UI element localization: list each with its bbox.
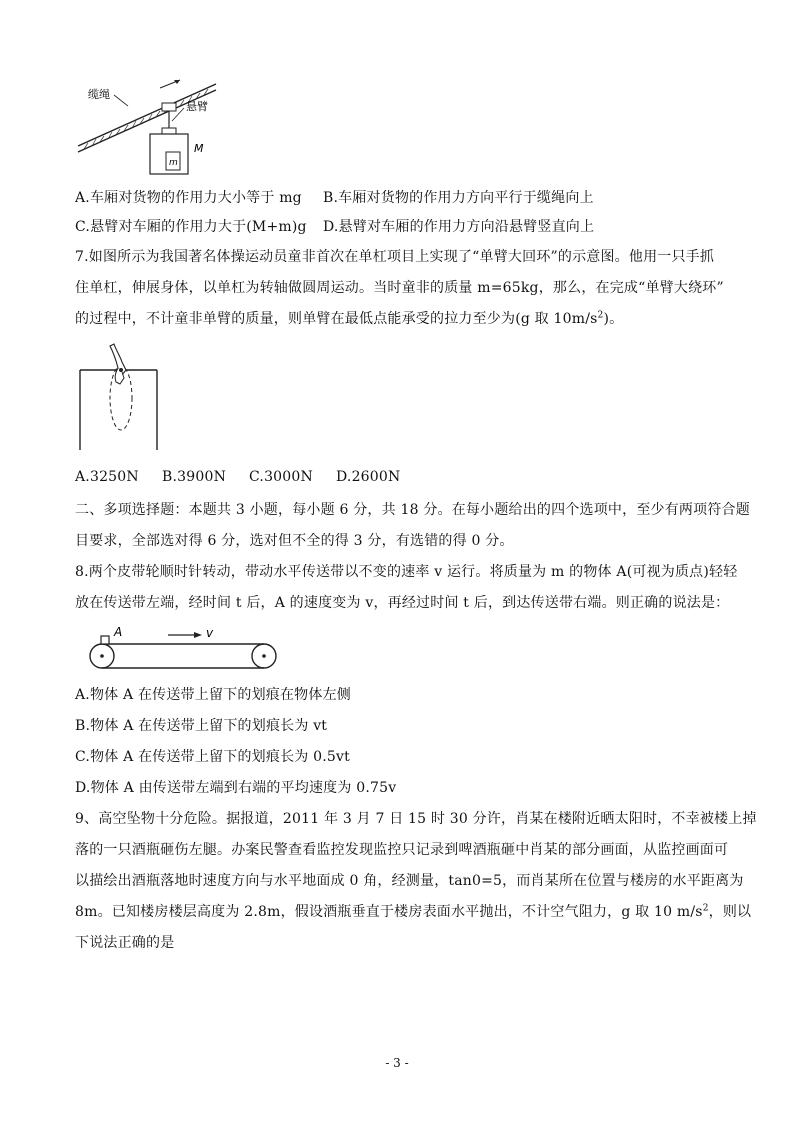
section2-line2: 目要求，全部选对得 6 分，选对但不全的得 3 分，有选错的得 0 分。 xyxy=(75,533,514,549)
q8-option-a[interactable]: A.物体 A 在传送带上留下的划痕在物体左侧 xyxy=(75,687,351,703)
q7-stem-line3 xyxy=(75,309,623,329)
q8-option-b[interactable]: B.物体 A 在传送带上留下的划痕长为 vt xyxy=(75,718,328,734)
block-A-label: A xyxy=(114,625,123,639)
q7-exponent: 2 xyxy=(597,310,604,321)
q6-option-a[interactable]: A.车厢对货物的作用力大小等于 mg xyxy=(75,190,302,206)
conveyor-figure xyxy=(86,622,286,674)
q8-option-c[interactable]: C.物体 A 在传送带上留下的划痕长为 0.5vt xyxy=(75,749,350,765)
m-label: m xyxy=(169,158,178,168)
q9-stem-line4-text: 8m。已知楼房楼层高度为 2.8m，假设酒瓶垂直于楼房表面水平抛出，不计空气阻力，g 取 10 m/s xyxy=(75,904,703,920)
q6-option-c[interactable]: C.悬臂对车厢的作用力大于(M+m)g xyxy=(75,219,307,235)
arm-label: 悬臂 xyxy=(186,100,208,113)
q7-options xyxy=(75,467,400,487)
q9-exponent: 2 xyxy=(702,903,709,914)
q8-stem-line2: 放在传送带左端，经时间 t 后，A 的速度变为 v，再经过时间 t 后，到达传送带右端。则正确的说法是： xyxy=(75,595,730,611)
q9-stem-line3: 以描绘出酒瓶落地时速度方向与水平地面成 0 角，经测量，tan0=5，而肖某所在位置与楼房的水平距离为 xyxy=(75,873,744,889)
q9-stem-line4 xyxy=(75,902,751,922)
q9-stem-line2: 落的一只酒瓶砸伤左腿。办案民警查看监控发现监控只记录到啤酒瓶砸中肖某的部分画面，从监控画面可 xyxy=(75,842,729,858)
high-bar-figure xyxy=(76,340,166,455)
q7-stem-line3-text: 的过程中，不计童非单臂的质量，则单臂在最低点能承受的拉力至少为(g 取 10m/s xyxy=(75,311,598,327)
q6-option-b[interactable]: B.车厢对货物的作用力方向平行于缆绳向上 xyxy=(323,190,594,206)
q7-option-c[interactable]: C.3000N xyxy=(249,469,313,485)
q9-stem-line5: 下说法正确的是 xyxy=(75,935,175,951)
q7-option-a[interactable]: A.3250N xyxy=(75,469,139,485)
q7-option-d[interactable]: D.2600N xyxy=(336,469,401,485)
velocity-v-label: v xyxy=(206,626,214,640)
q8-stem-line1: 8.两个皮带轮顺时针转动，带动水平传送带以不变的速率 v 运行。将质量为 m 的物体 A(可视为质点)轻轻 xyxy=(75,564,738,580)
M-label: M xyxy=(194,142,204,155)
q7-stem-line1: 7.如图所示为我国著名体操运动员童非首次在单杠项目上实现了“单臂大回环”的示意图。他用一只手抓 xyxy=(75,249,715,265)
q6-options-row1 xyxy=(75,188,594,208)
q9-stem-line4-end: ，则以 xyxy=(708,904,752,920)
q7-option-b[interactable]: B.3900N xyxy=(162,469,227,485)
q7-stem-line2: 住单杠，伸展身体，以单杠为转轴做圆周运动。当时童非的质量 m=65kg，那么，在完成“单臂大绕环” xyxy=(75,280,724,296)
q8-option-d[interactable]: D.物体 A 由传送带左端到右端的平均速度为 0.75v xyxy=(75,780,397,796)
q9-stem-line1: 9、高空坠物十分危险。据报道，2011 年 3 月 7 日 15 时 30 分许，肖某在楼附近晒太阳时，不幸被楼上掉 xyxy=(75,811,757,827)
section2-line1: 二、多项选择题：本题共 3 小题，每小题 6 分，共 18 分。在每小题给出的四个选项中，至少有两项符合题 xyxy=(75,502,750,518)
cable-car-figure xyxy=(74,76,224,186)
q6-option-d[interactable]: D.悬臂对车厢的作用力方向沿悬臂竖直向上 xyxy=(323,219,595,235)
q6-options-row2 xyxy=(75,217,594,237)
cable-label: 缆绳 xyxy=(88,88,110,101)
page-number: - 3 - xyxy=(385,1056,409,1070)
q7-stem-line3-end: )。 xyxy=(603,311,624,327)
